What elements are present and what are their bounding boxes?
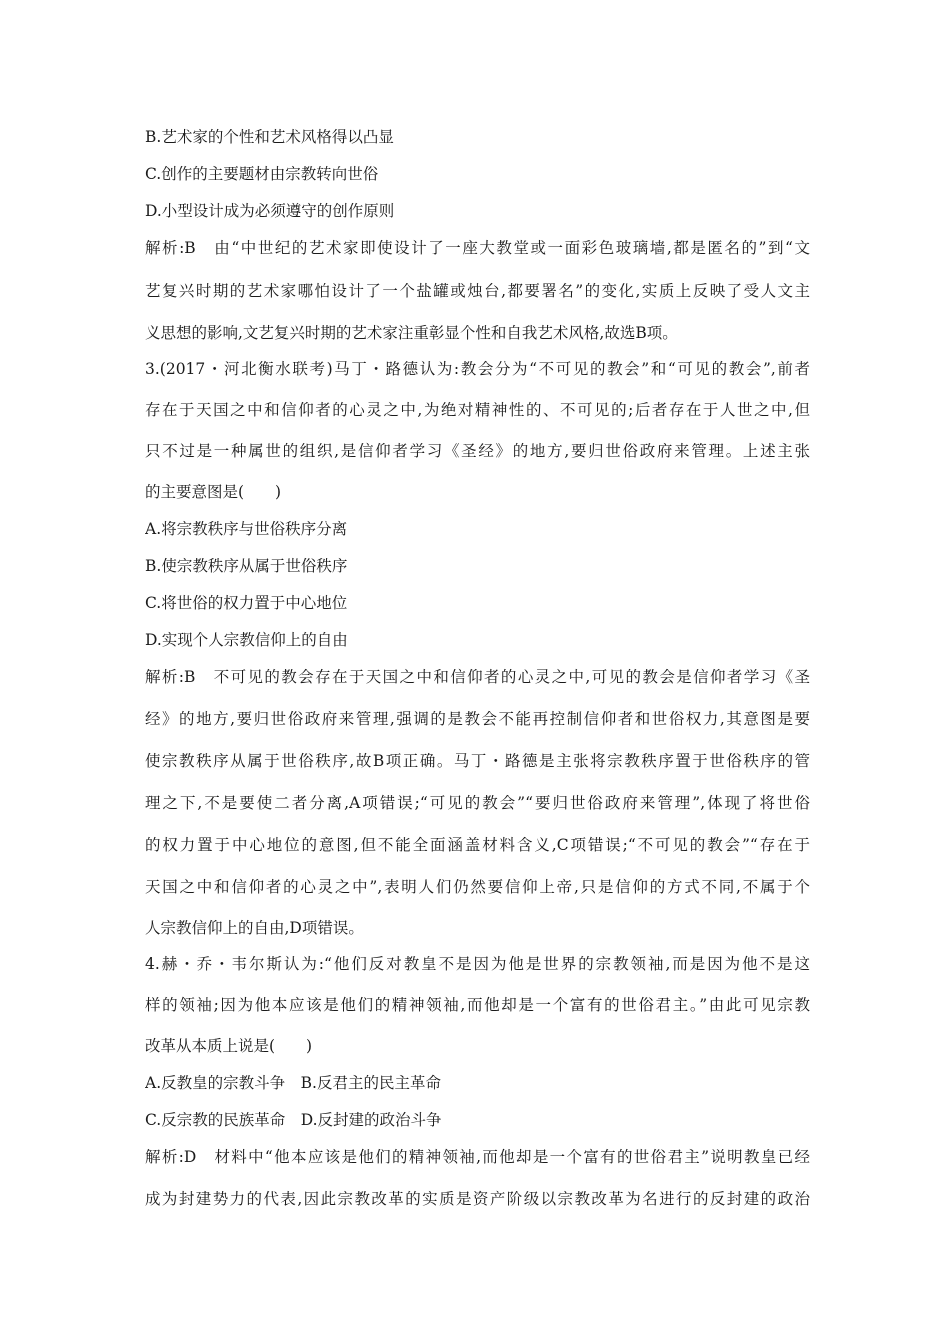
question-3-line: 3.(2017・河北衡水联考)马丁・路德认为:教会分为“不可见的教会”和“可见的教会”,前者 [145, 360, 810, 378]
analysis-line: 经》的地方,要归世俗政府来管理,强调的是教会不能再控制信仰者和世俗权力,其意图是要 [145, 710, 810, 728]
question-3-line: 存在于天国之中和信仰者的心灵之中,为绝对精神性的、不可见的;后者存在于人世之中,但 [145, 401, 810, 419]
options-cd: C.反宗教的民族革命 D.反封建的政治斗争 [145, 1111, 442, 1129]
analysis-line: 使宗教秩序从属于世俗秩序,故B项正确。马丁・路德是主张将宗教秩序置于世俗秩序的管 [145, 752, 810, 770]
analysis-line: 的权力置于中心地位的意图,但不能全面涵盖材料含义,C项错误;“不可见的教会”“存在于 [145, 836, 810, 854]
analysis-line: 艺复兴时期的艺术家哪怕设计了一个盐罐或烛台,都要署名”的变化,实质上反映了受人文主 [145, 282, 810, 300]
analysis-line: 解析:B 由“中世纪的艺术家即使设计了一座大教堂或一面彩色玻璃墙,都是匿名的”到“文 [145, 239, 810, 257]
analysis-line: 义思想的影响,文艺复兴时期的艺术家注重彰显个性和自我艺术风格,故选B项。 [145, 324, 678, 342]
analysis-line: 成为封建势力的代表,因此宗教改革的实质是资产阶级以宗教改革为名进行的反封建的政治 [145, 1190, 810, 1208]
option-b: B.艺术家的个性和艺术风格得以凸显 [145, 128, 394, 146]
option-c: C.创作的主要题材由宗教转向世俗 [145, 165, 379, 183]
question-4-line: 样的领袖;因为他本应该是他们的精神领袖,而他却是一个富有的世俗君主。”由此可见宗教 [145, 996, 810, 1014]
question-4-line: 4.赫・乔・韦尔斯认为:“他们反对教皇不是因为他是世界的宗教领袖,而是因为他不是这 [145, 955, 810, 973]
option-c: C.将世俗的权力置于中心地位 [145, 594, 348, 612]
option-d: D.小型设计成为必须遵守的创作原则 [145, 202, 395, 220]
option-b: B.使宗教秩序从属于世俗秩序 [145, 557, 348, 575]
question-3-line: 只不过是一种属世的组织,是信仰者学习《圣经》的地方,要归世俗政府来管理。上述主张 [145, 442, 810, 460]
analysis-line: 解析:B 不可见的教会存在于天国之中和信仰者的心灵之中,可见的教会是信仰者学习《圣 [145, 668, 810, 686]
analysis-line: 解析:D 材料中“他本应该是他们的精神领袖,而他却是一个富有的世俗君主”说明教皇已经 [145, 1148, 810, 1166]
analysis-line: 人宗教信仰上的自由,D项错误。 [145, 919, 364, 937]
analysis-line: 天国之中和信仰者的心灵之中”,表明人们仍然要信仰上帝,只是信仰的方式不同,不属于个 [145, 878, 810, 896]
question-3-line: 的主要意图是( ) [145, 483, 282, 501]
analysis-line: 理之下,不是要使二者分离,A项错误;“可见的教会”“要归世俗政府来管理”,体现了将世俗 [145, 794, 810, 812]
option-d: D.实现个人宗教信仰上的自由 [145, 631, 348, 649]
options-ab: A.反教皇的宗教斗争 B.反君主的民主革命 [145, 1074, 441, 1092]
option-a: A.将宗教秩序与世俗秩序分离 [145, 520, 348, 538]
question-4-line: 改革从本质上说是( ) [145, 1037, 313, 1055]
